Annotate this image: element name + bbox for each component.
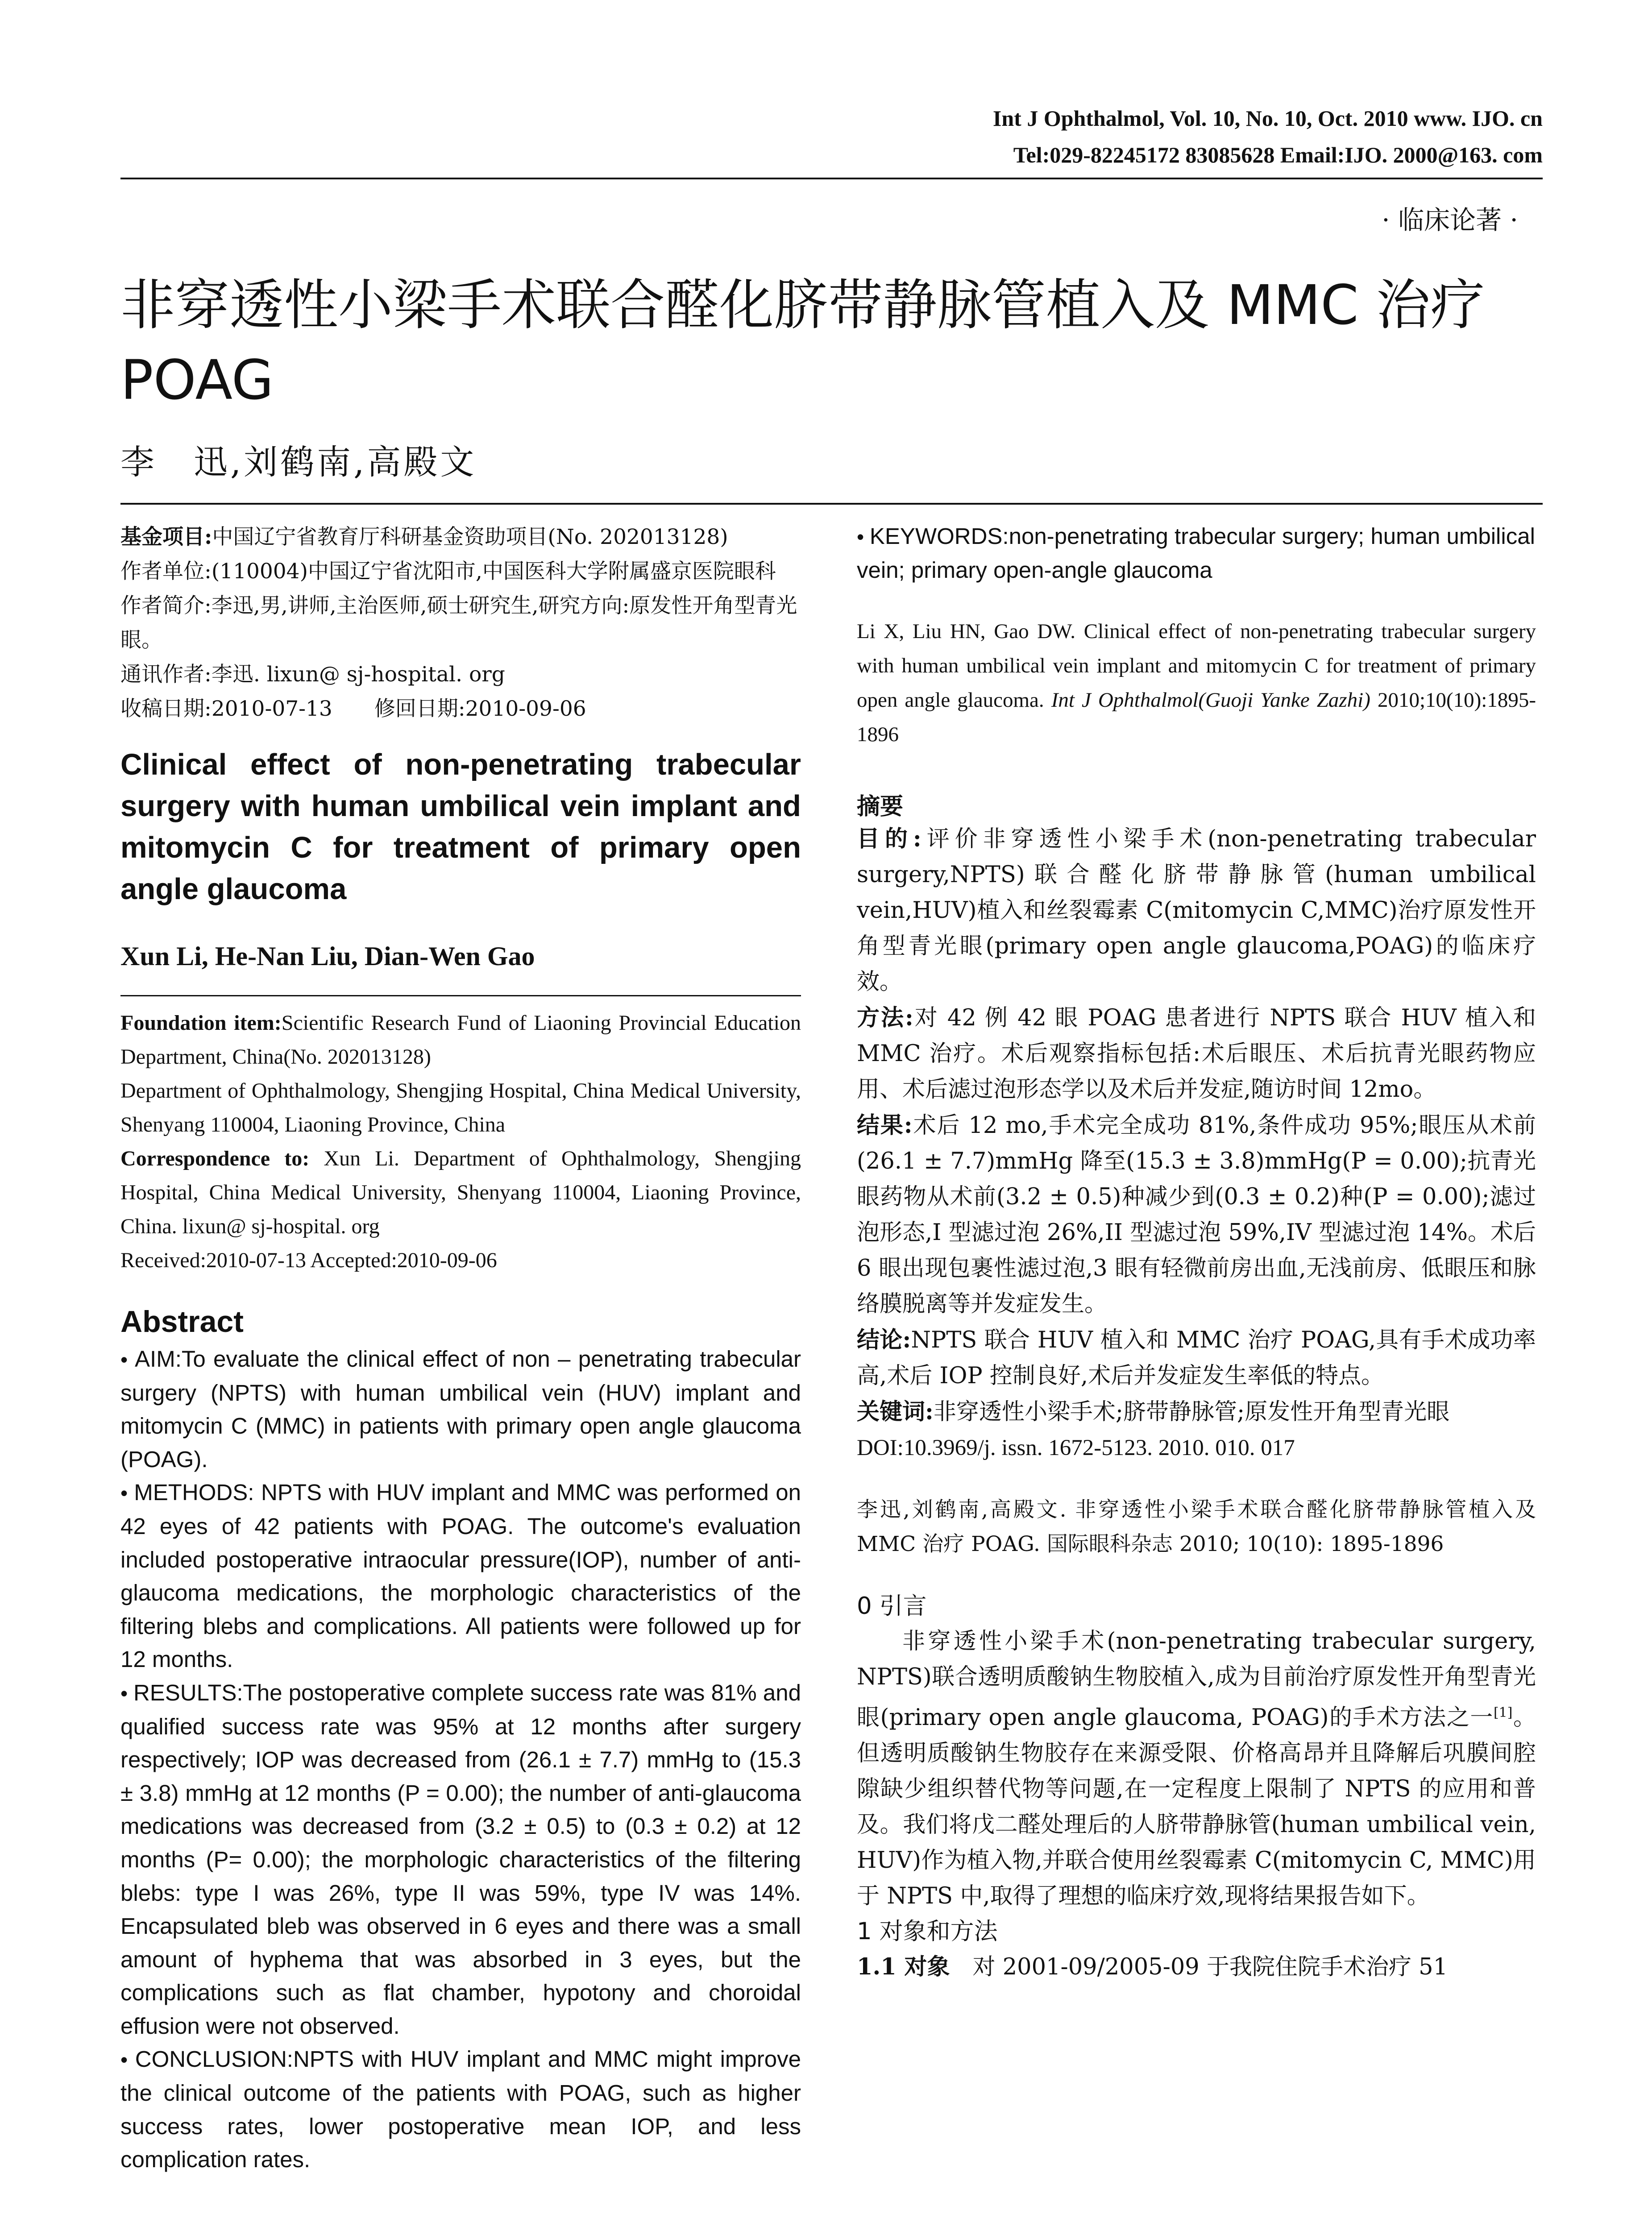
abstract-results-text: RESULTS:The postoperative complete success rate was 81% and qualified success rate was 95% at 12 months after surgery respectively; IOP was decreased from (26.1 ± 7.7) mmHg to (15.3 ± 3.8) mmHg at 12 months (P = 0.00); the number of anti-glaucoma medications was decreased from (3.2 ± 0.5) to (0.3 ± 0.2) at 12 months (P= 0.00); the morphologic characteristics of the filtering blebs: type I was 26%, type II was 59%, type IV was 14%. Encapsulated bleb was observed in 6 eyes and there was a small amount of hyphema that was absorbed in 3 eyes, but the complications such as flat chamber, hypotony and choroidal effusion were not observed. — [120, 1679, 801, 2039]
section1-heading: 1 对象和方法 — [857, 1918, 998, 1945]
citation-en — [857, 614, 1536, 752]
meta-cn — [120, 520, 801, 726]
abstract-cn-methods — [857, 1000, 1536, 1107]
journal-header-line2: Tel:029-82245172 83085628 Email:IJO. 2000@163. com — [1013, 142, 1543, 167]
abstract-cn-aim-label: 目的: — [857, 825, 921, 853]
meta-dates: 收稿日期:2010-07-13 修回日期:2010-09-06 — [120, 697, 586, 721]
citation-en-tail: 2010;10(10):1895-1896 — [857, 688, 1536, 746]
citation-cn: 李迅,刘鹤南,高殿文. 非穿透性小梁手术联合醛化脐带静脉管植入及 MMC 治疗 POAG. 国际眼科杂志 2010; 10(10): 1895-1896 — [857, 1497, 1536, 1557]
citation-en-text: Li X, Liu HN, Gao DW. Clinical effect of non-penetrating trabecular surgery with human umbilical vein implant and mitomycin C for treatment of primary open angle glaucoma. — [857, 620, 1536, 712]
abstract-keywords-text: KEYWORDS:non-penetrating trabecular surgery; human umbilical vein; primary open-angle glaucoma — [857, 523, 1535, 583]
intro-ref: [1] — [1493, 1705, 1513, 1721]
correspondence-label: Correspondence to: — [120, 1147, 310, 1170]
section1-body — [857, 1949, 1536, 1985]
meta-correspondence: 通讯作者:李迅. lixun@ sj-hospital. org — [120, 662, 505, 687]
meta-author-bio: 作者简介:李迅,男,讲师,主治医师,硕士研究生,研究方向:原发性开角型青光眼。 — [120, 593, 797, 652]
section1-sub-text: 对 2001-09/2005-09 于我院住院手术治疗 51 — [972, 1954, 1448, 1981]
abstract-cn-conclusion — [857, 1322, 1536, 1394]
header-rule — [120, 178, 1543, 179]
abstract-cn-keywords-label: 关键词: — [857, 1398, 934, 1426]
intro-text-a: 非穿透性小梁手术(non-penetrating trabecular surgery, NPTS)联合透明质酸钠生物胶植入,成为目前治疗原发性开角型青光眼(primary open angle glaucoma, POAG)的手术方法之一 — [857, 1628, 1536, 1731]
section1-sub-label: 1.1 对象 — [857, 1953, 950, 1981]
left-column — [120, 520, 801, 2177]
abstract-aim-text: AIM:To evaluate the clinical effect of non – penetrating trabecular surgery (NPTS) with human umbilical vein (HUV) implant and mitomycin C (MMC) in patients with primary open angle glaucoma (POAG). — [120, 1346, 801, 1472]
abstract-keywords: • KEYWORDS:non-penetrating trabecular surgery; human umbilical vein; primary open-angle glaucoma — [857, 523, 1535, 583]
abstract-aim: • AIM:To evaluate the clinical effect of non – penetrating trabecular surgery (NPTS) with human umbilical vein (HUV) implant and mitomycin C (MMC) in patients with primary open angle glaucoma (POAG). — [120, 1346, 801, 1472]
meta-foundation-label: 基金项目: — [120, 525, 212, 549]
abstract-cn-methods-label: 方法: — [857, 1004, 913, 1032]
abstract-methods-text: METHODS: NPTS with HUV implant and MMC was performed on 42 eyes of 42 patients with POAG. The outcome's evaluation included postoperative intraocular pressure(IOP), number of anti-glaucoma medications, the morphologic characteristics of the filtering blebs and complications. All patients were followed up for 12 months. — [120, 1480, 801, 1672]
abstract-cn-aim — [857, 821, 1536, 1000]
intro-text-b: 。但透明质酸钠生物胶存在来源受限、价格高昂并且降解后巩膜间腔隙缺少组织替代物等问题,在一定程度上限制了 NPTS 的应用和普及。我们将戊二醛处理后的人脐带静脉管(human umbilical vein, HUV)作为植入物,并联合使用丝裂霉素 C(mitomycin C, MMC)用于 NPTS 中,取得了理想的临床疗效,现将结果报告如下。 — [857, 1704, 1536, 1910]
journal-header-line1: Int J Ophthalmol, Vol. 10, No. 10, Oct. 2010 www. IJO. cn — [992, 106, 1543, 131]
abstract-cn-conclusion-label: 结论: — [857, 1327, 911, 1354]
title-rule — [120, 503, 1543, 505]
abstract-heading: Abstract — [120, 1305, 244, 1339]
right-column — [857, 520, 1536, 1985]
abstract-conclusion-text: CONCLUSION:NPTS with HUV implant and MMC might improve the clinical outcome of the patients with POAG, such as higher success rates, lower postoperative mean IOP, and less complication rates. — [120, 2046, 801, 2173]
meta-affiliation: 作者单位:(110004)中国辽宁省沈阳市,中国医科大学附属盛京医院眼科 — [120, 559, 776, 584]
meta-en-foundation — [120, 1006, 801, 1074]
section1-sub — [857, 1949, 1536, 1985]
abstract-cn-aim-text: 评价非穿透性小梁手术(non-penetrating trabecular surgery,NPTS)联合醛化脐带静脉管(human umbilical vein,HUV)植入和丝裂霉素 C(mitomycin C,MMC)治疗原发性开角型青光眼(primary open angle glaucoma,POAG)的临床疗效。 — [857, 826, 1536, 995]
meta-foundation — [120, 520, 801, 554]
abstract-cn-methods-text: 对 42 例 42 眼 POAG 患者进行 NPTS 联合 HUV 植入和 MMC 治疗。术后观察指标包括:术后眼压、术后抗青光眼药物应用、术后滤过泡形态学以及术后并发症,随访时间 12mo。 — [857, 1005, 1536, 1103]
abstract-cn-results-text: 术后 12 mo,手术完全成功 81%,条件成功 95%;眼压从术前(26.1 ± 7.7)mmHg 降至(15.3 ± 3.8)mmHg(P = 0.00);抗青光眼药物从术前(3.2 ± 0.5)种减少到(0.3 ± 0.2)种(P = 0.00);滤过泡形态,I 型滤过泡 26%,II 型滤过泡 59%,IV 型滤过泡 14%。术后 6 眼出现包裹性滤过泡,3 眼有轻微前房出血,无浅前房、低眼压和脉络膜脱离等并发症发生。 — [857, 1112, 1536, 1318]
authors-en-rule — [120, 995, 801, 996]
abstract-cn-heading: 摘要 — [857, 793, 904, 821]
foundation-text: Scientific Research Fund of Liaoning Provincial Education Department, China(No. 202013128) — [120, 1011, 801, 1069]
abstract-cn-results-label: 结果: — [857, 1112, 913, 1139]
abstract-cn-keywords — [857, 1394, 1536, 1430]
abstract-methods: • METHODS: NPTS with HUV implant and MMC was performed on 42 eyes of 42 patients with POAG. The outcome's evaluation included postoperative intraocular pressure(IOP), number of anti-glaucoma medications, the morphologic characteristics of the filtering blebs and complications. All patients were followed up for 12 months. — [120, 1480, 801, 1672]
meta-en-department: Department of Ophthalmology, Shengjing Hospital, China Medical University, Shenyang 110004, Liaoning Province, China — [120, 1079, 801, 1136]
abstract-cn-results — [857, 1107, 1536, 1322]
abstract-cn-keywords-text: 非穿透性小梁手术;脐带静脉管;原发性开角型青光眼 — [933, 1399, 1450, 1426]
meta-foundation-text: 中国辽宁省教育厅科研基金资助项目(No. 202013128) — [212, 525, 728, 549]
abstract-body — [120, 1343, 801, 2177]
meta-en-correspondence — [120, 1142, 801, 1244]
intro-body — [857, 1624, 1536, 1914]
article-title-en: Clinical effect of non-penetrating trabecular surgery with human umbilical vein implant and mitomycin C for treatment of primary open angle glaucoma — [120, 748, 801, 906]
correspondence-text: Xun Li. Department of Ophthalmology, Shengjing Hospital, China Medical University, Shenyang 110004, Liaoning Province, China. lixun@ sj-hospital. org — [120, 1147, 801, 1238]
citation-en-journal: Int J Ophthalmol(Guoji Yanke Zazhi) — [1051, 688, 1370, 712]
article-title-cn: 非穿透性小梁手术联合醛化脐带静脉管植入及 MMC 治疗 POAG — [120, 274, 1485, 412]
abstract-conclusion: • CONCLUSION:NPTS with HUV implant and MMC might improve the clinical outcome of the patients with POAG, such as higher success rates, lower postoperative mean IOP, and less complication rates. — [120, 2046, 801, 2173]
doi: DOI:10.3969/j. issn. 1672-5123. 2010. 010. 017 — [857, 1435, 1295, 1461]
abstract-cn-conclusion-text: NPTS 联合 HUV 植入和 MMC 治疗 POAG,具有手术成功率高,术后 IOP 控制良好,术后并发症发生率低的特点。 — [857, 1327, 1536, 1389]
meta-en-dates: Received:2010-07-13 Accepted:2010-09-06 — [120, 1248, 497, 1272]
intro-heading: 0 引言 — [857, 1592, 927, 1620]
foundation-label: Foundation item: — [120, 1011, 282, 1035]
authors-cn: 李 迅,刘鹤南,高殿文 — [120, 442, 477, 482]
authors-en: Xun Li, He-Nan Liu, Dian-Wen Gao — [120, 941, 535, 971]
intro-paragraph — [857, 1624, 1536, 1914]
column-tag: · 临床论著 · — [1382, 205, 1518, 235]
meta-en — [120, 1006, 801, 1277]
abstract-cn-body — [857, 821, 1536, 1466]
abstract-results: • RESULTS:The postoperative complete success rate was 81% and qualified success rate was 95% at 12 months after surgery respectively; IOP was decreased from (26.1 ± 7.7) mmHg to (15.3 ± 3.8) mmHg at 12 months (P = 0.00); the number of anti-glaucoma medications was decreased from (3.2 ± 0.5) to (0.3 ± 0.2) at 12 months (P= 0.00); the morphologic characteristics of the filtering blebs: type I was 26%, type II was 59%, type IV was 14%. Encapsulated bleb was observed in 6 eyes and there was a small amount of hyphema that was absorbed in 3 eyes, but the complications such as flat chamber, hypotony and choroidal effusion were not observed. — [120, 1679, 801, 2039]
